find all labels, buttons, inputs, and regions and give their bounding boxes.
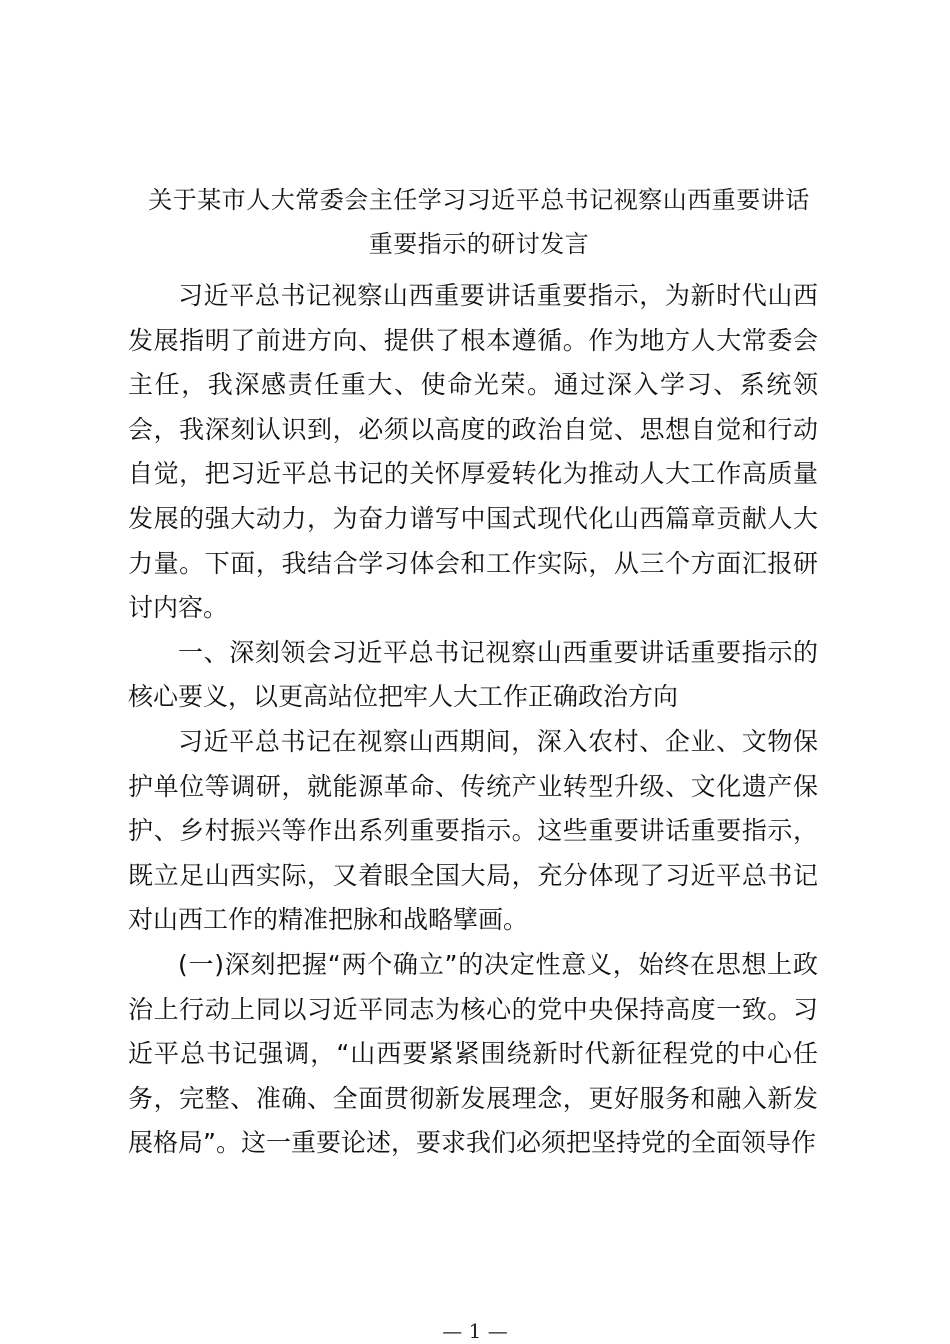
page-number: — 1 — [442,1319,508,1343]
title-line-2: 重要指示的研讨发言 [368,230,590,258]
title-line-1: 关于某市人大常委会主任学习习近平总书记视察山西重要讲话 [148,186,810,214]
document-title [128,178,830,266]
document-body [128,274,818,1166]
paragraph-subsection-1: (一)深刻把握“两个确立”的决定性意义，始终在思想上政治上行动上同以习近平同志为核心的党中央保持高度一致。习近平总书记强调，“山西要紧紧围绕新时代新征程党的中心任务，完整、准确、全面贯彻新发展理念，更好服务和融入新发展格局”。这一重要论述，要求我们必须把坚持党的全面领导作 [128,949,818,1158]
section-heading-1: 一、深刻领会习近平总书记视察山西重要讲话重要指示的核心要义，以更高站位把牢人大工作正确政治方向 [128,637,818,712]
paragraph-section-1: 习近平总书记在视察山西期间，深入农村、企业、文物保护单位等调研，就能源革命、传统产业转型升级、文化遗产保护、乡村振兴等作出系列重要指示。这些重要讲话重要指示，既立足山西实际，又着眼全国大局，充分体现了习近平总书记对山西工作的精准把脉和战略擘画。 [128,726,818,935]
paragraph-intro: 习近平总书记视察山西重要讲话重要指示，为新时代山西发展指明了前进方向、提供了根本遵循。作为地方人大常委会主任，我深感责任重大、使命光荣。通过深入学习、系统领会，我深刻认识到，必须以高度的政治自觉、思想自觉和行动自觉，把习近平总书记的关怀厚爱转化为推动人大工作高质量发展的强大动力，为奋力谱写中国式现代化山西篇章贡献人大力量。下面，我结合学习体会和工作实际，从三个方面汇报研讨内容。 [128,281,818,623]
